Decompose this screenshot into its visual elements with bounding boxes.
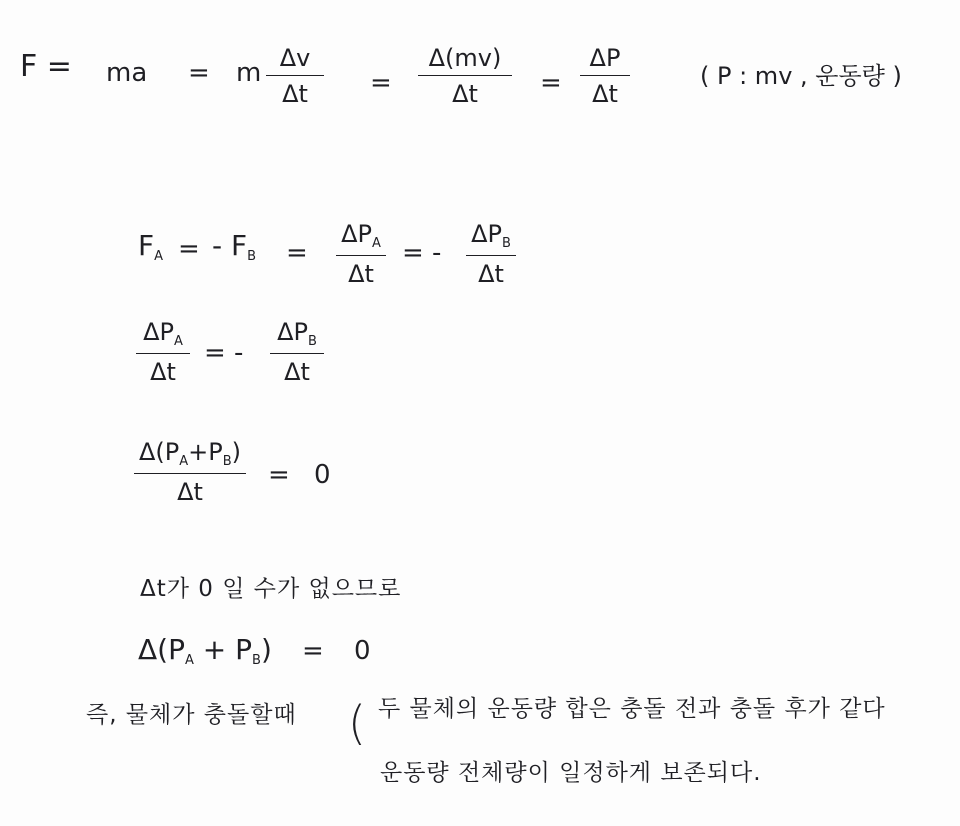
fraction-delta-pb-over-delta-t — [270, 320, 324, 384]
fraction-numerator: Δ(mv) — [428, 44, 502, 72]
equals-sign: = — [268, 460, 290, 490]
force-a-symbol: F — [138, 229, 155, 262]
fraction-delta-total-p-over-delta-t — [134, 440, 246, 504]
equals-sign: = — [188, 58, 210, 88]
subscript-a: A — [371, 236, 381, 251]
fraction-bar — [336, 255, 386, 256]
plus-p: +P — [188, 438, 223, 466]
fraction-delta-pa-over-delta-t — [336, 222, 386, 286]
delta-p-symbol: ΔP — [143, 318, 174, 346]
fraction-bar — [418, 75, 512, 76]
fraction-denominator: Δt — [282, 80, 308, 108]
force-a — [138, 229, 164, 264]
negative-force-b-symbol: - F — [212, 229, 248, 262]
subscript-b: B — [307, 334, 317, 349]
equals-minus: = - — [402, 238, 442, 268]
zero-value: 0 — [354, 636, 371, 666]
equals-sign: = — [178, 234, 200, 264]
subscript-a: A — [154, 249, 164, 264]
fraction-delta-pb-over-delta-t — [466, 222, 516, 286]
fraction-numerator — [134, 440, 246, 468]
fraction-delta-mv-over-delta-t — [418, 46, 512, 106]
subscript-b: B — [247, 249, 257, 264]
fraction-denominator: Δt — [348, 260, 374, 288]
fraction-numerator — [270, 320, 324, 348]
fraction-numerator — [136, 320, 190, 348]
delta-total-momentum — [138, 633, 272, 668]
fraction-denominator: Δt — [284, 358, 310, 386]
zero-value: 0 — [314, 460, 331, 490]
delta-open: Δ(P — [138, 633, 185, 666]
delta-p-symbol: ΔP — [471, 220, 502, 248]
delta-open: Δ(P — [138, 438, 180, 466]
subscript-a: A — [173, 334, 183, 349]
subscript-b: B — [222, 454, 232, 469]
subscript-a: A — [184, 653, 194, 668]
force-lhs: F = — [20, 49, 72, 84]
conclusion-lead: 즉, 물체가 충돌할때 — [86, 702, 297, 728]
equals-sign: = — [540, 68, 562, 98]
fraction-denominator: Δt — [478, 260, 504, 288]
delta-p-symbol: ΔP — [277, 318, 308, 346]
reasoning-text: Δt가 0 일 수가 없으므로 — [140, 576, 402, 602]
close-paren: ) — [260, 633, 272, 666]
fraction-delta-p-over-delta-t — [580, 46, 630, 106]
fraction-denominator: Δt — [592, 80, 618, 108]
negative-force-b — [212, 229, 257, 264]
equals-minus: = - — [204, 338, 244, 368]
equals-sign: = — [370, 68, 392, 98]
fraction-delta-v-over-delta-t — [266, 46, 324, 106]
fraction-bar — [136, 353, 190, 354]
fraction-denominator: Δt — [452, 80, 478, 108]
fraction-delta-pa-over-delta-t — [136, 320, 190, 384]
equals-sign: = — [302, 636, 324, 666]
fraction-numerator: ΔP — [589, 44, 621, 72]
momentum-definition-note: ( P : mv , 운동량 ) — [700, 62, 902, 90]
fraction-bar — [580, 75, 630, 76]
conclusion-line-conserved: 운동량 전체량이 일정하게 보존되다. — [380, 760, 762, 786]
fraction-bar — [270, 353, 324, 354]
fraction-numerator — [336, 222, 386, 250]
brace-paren: ( — [348, 696, 366, 750]
subscript-a: A — [179, 454, 189, 469]
fraction-denominator: Δt — [177, 478, 203, 506]
subscript-b: B — [252, 653, 261, 668]
subscript-b: B — [501, 236, 511, 251]
fraction-numerator — [466, 222, 516, 250]
fraction-numerator: Δv — [279, 44, 311, 72]
delta-p-symbol: ΔP — [341, 220, 372, 248]
ma-term: ma — [106, 58, 148, 88]
close-paren: ) — [231, 438, 242, 466]
fraction-bar — [134, 473, 246, 474]
conclusion-line-sum: 두 물체의 운동량 합은 충돌 전과 충돌 후가 같다 — [378, 696, 886, 722]
fraction-bar — [266, 75, 324, 76]
fraction-denominator: Δt — [150, 358, 176, 386]
mass-symbol: m — [236, 58, 262, 88]
fraction-bar — [466, 255, 516, 256]
equals-sign: = — [286, 238, 308, 268]
plus-p: + P — [193, 633, 253, 666]
